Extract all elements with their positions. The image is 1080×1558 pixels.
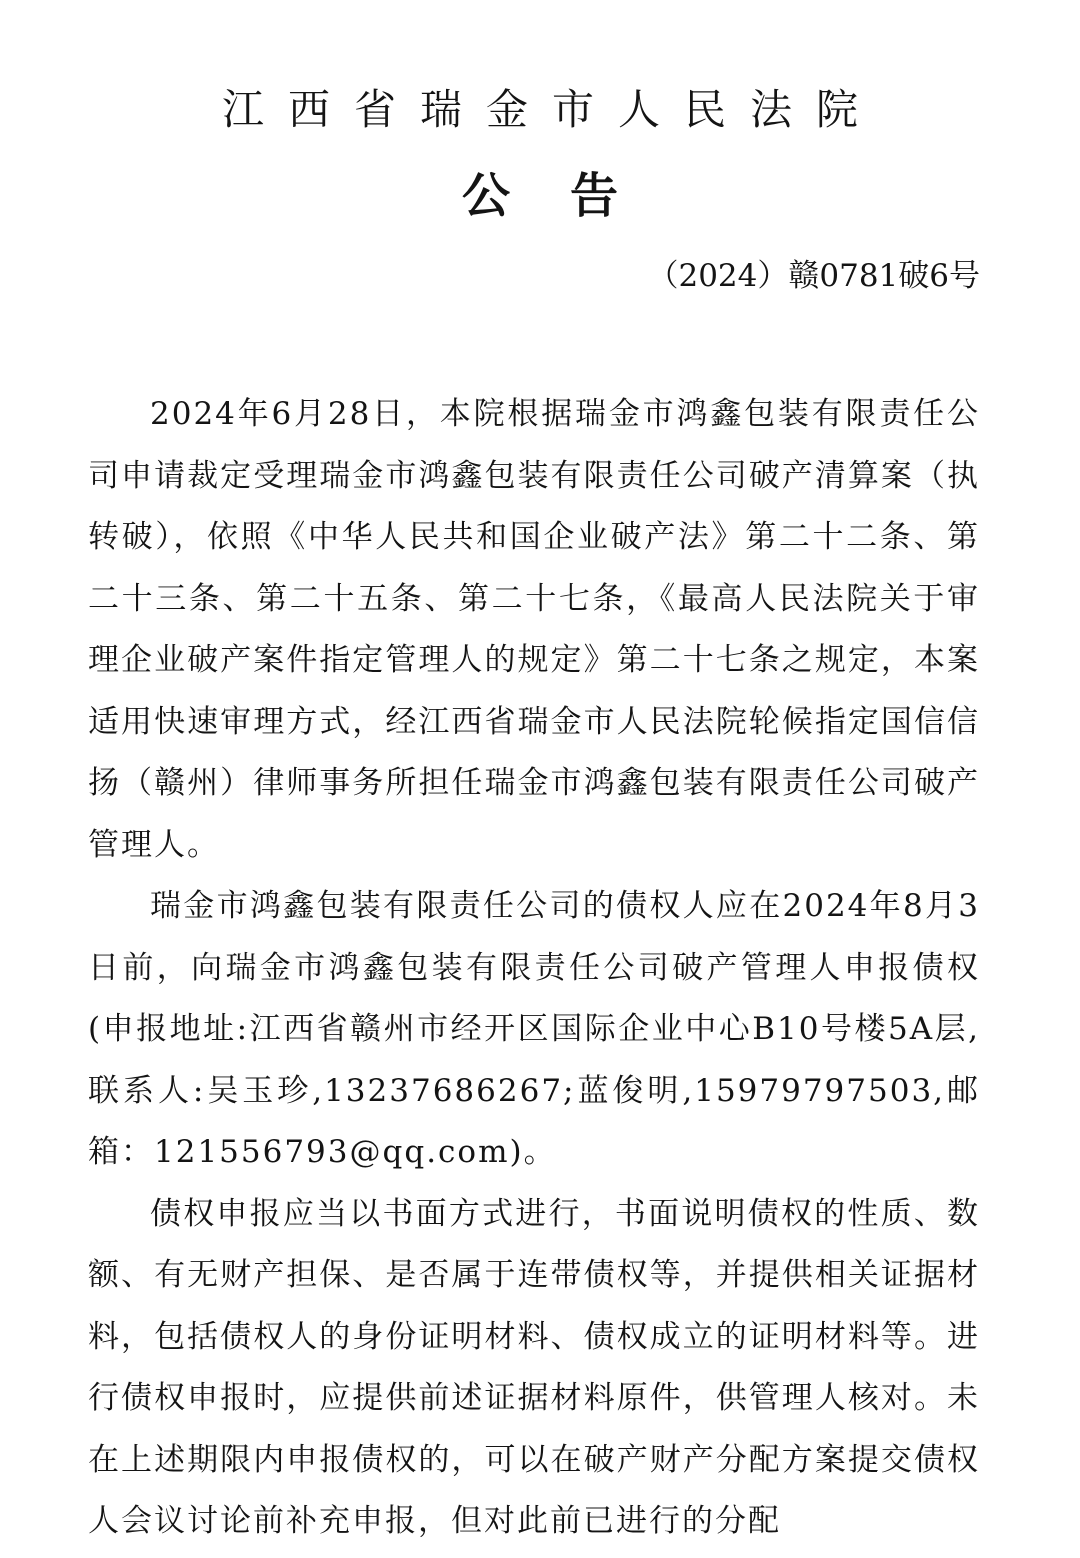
announcement-body <box>88 384 980 1553</box>
document-title: 公告 <box>461 168 678 224</box>
court-name: 江西省瑞金市人民法院 <box>221 85 882 134</box>
paragraph-acceptance: 2024年6月28日，本院根据瑞金市鸿鑫包装有限责任公司申请裁定受理瑞金市鸿鑫包装有限责任公司破产清算案（执转破），依照《中华人民共和国企业破产法》第二十二条、第二十三条、第二十五条、第二十七条，《最高人民法院关于审理企业破产案件指定管理人的规定》第二十七条之规定，本案适用快速审理方式，经江西省瑞金市人民法院轮候指定国信信扬（赣州）律师事务所担任瑞金市鸿鑫包装有限责任公司破产管理人。 <box>88 396 980 863</box>
paragraph-claim-requirements: 债权申报应当以书面方式进行，书面说明债权的性质、数额、有无财产担保、是否属于连带债权等，并提供相关证据材料，包括债权人的身份证明材料、债权成立的证明材料等。进行债权申报时，应提供前述证据材料原件，供管理人核对。未在上述期限内申报债权的，可以在破产财产分配方案提交债权人会议讨论前补充申报，但对此前已进行的分配 <box>88 1195 980 1539</box>
case-number: （2024）赣0781破6号 <box>647 258 980 294</box>
paragraph-claim-deadline: 瑞金市鸿鑫包装有限责任公司的债权人应在2024年8月3日前，向瑞金市鸿鑫包装有限责任公司破产管理人申报债权(申报地址:江西省赣州市经开区国际企业中心B10号楼5A层,联系人:吴玉珍,13237686267;蓝俊明,15979797503,邮箱：121556793@qq.com)。 <box>88 888 980 1170</box>
